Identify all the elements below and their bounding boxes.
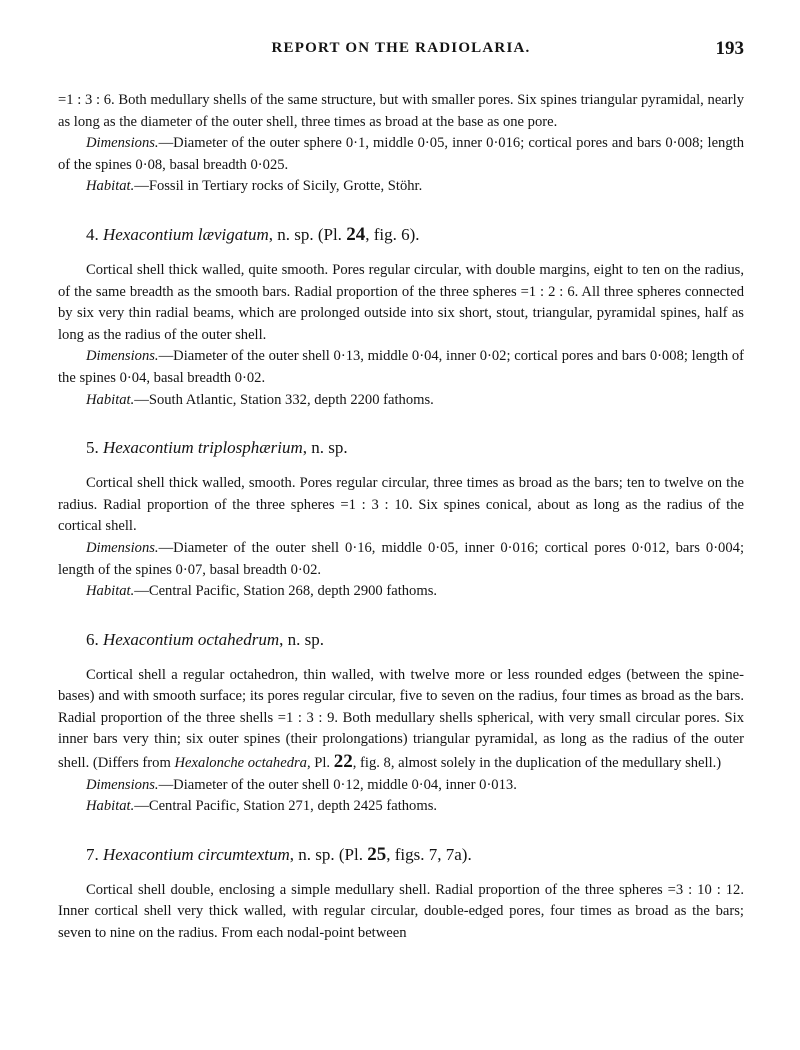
species-number: 6.	[86, 629, 99, 649]
reference-species-name: Hexalonche octahedra	[174, 755, 307, 772]
page-header	[58, 38, 744, 68]
species-habitat	[58, 581, 744, 603]
species-body	[58, 880, 744, 945]
species-habitat	[58, 390, 744, 412]
species-name: Hexacontium circumtextum	[103, 844, 290, 864]
species-number: 7.	[86, 844, 99, 864]
page-number: 193	[715, 38, 744, 59]
species-note: , n. sp. (Pl.	[268, 224, 347, 244]
intro-description: =1 : 3 : 6. Both medullary shells of the same structure, but with smaller pores. Six spines triangular pyramidal, nearly as long as the diameter of the outer shell, three times as broad at the base as one pore.	[58, 92, 744, 130]
dimensions-label: Dimensions.	[86, 539, 159, 556]
species-heading	[86, 224, 744, 246]
species-number: 5.	[86, 438, 99, 458]
species-dimensions	[58, 538, 744, 581]
species-description: Cortical shell double, enclosing a simple medullary shell. Radial proportion of the three spheres =3 : 10 : 12. Inner cortical shell very thick walled, with regular circular, double-edged pores, four times as broad as the bars; seven to nine on the radius. From each nodal-point between	[58, 881, 744, 942]
species-entry-4	[58, 224, 744, 411]
species-note: , n. sp. (Pl.	[289, 844, 368, 864]
species-entry-5	[58, 437, 744, 603]
habitat-label: Habitat.	[86, 391, 135, 408]
dimensions-text: —Diameter of the outer sphere 0·1, middle 0·05, inner 0·016; cortical pores and bars 0·008; length of the spines 0·08, basal breadth 0·025.	[58, 135, 744, 173]
intro-dimensions	[58, 133, 744, 176]
habitat-label: Habitat.	[86, 178, 135, 195]
species-description: Cortical shell thick walled, quite smooth. Pores regular circular, with double margins, eight to ten on the radius, of the same breadth as the smooth bars. Radial proportion of the three spheres =1 : 2 : 6. All three spheres connected by six very thin radial beams, which are prolonged outside into six short, stout, triangular, pyramidal spines, half as long as the radius of the outer shell.	[58, 261, 744, 343]
habitat-label: Habitat.	[86, 583, 135, 600]
species-body	[58, 473, 744, 603]
species-dimensions	[58, 775, 744, 797]
figure-note: , fig. 6).	[365, 224, 420, 244]
dimensions-text: —Diameter of the outer shell 0·12, middle 0·04, inner 0·013.	[158, 776, 517, 793]
species-note: , n. sp.	[279, 629, 324, 649]
species-description: Cortical shell thick walled, smooth. Pores regular circular, three times as broad as the bars; ten to twelve on the radius. Radial proportion of the three spheres =1 : 3 : 10. Six spines conical, about as long as the radius of the cortical shell.	[58, 475, 744, 535]
species-name: Hexacontium lævigatum	[103, 224, 269, 244]
species-number: 4.	[86, 224, 99, 244]
species-description	[58, 665, 744, 775]
dimensions-label: Dimensions.	[86, 348, 159, 365]
description-part-1: Cortical shell a regular octahedron, thin walled, with twelve more or less rounded edges (between the spine-bases) and with smooth surface; its pores regular circular, five to seven on the radius, four times as broad as the bars. Radial proportion of the three shells =1 : 3 : 9. Both medullary shells spherical, with very small circular pores. Six inner bars very thin; six outer spines (their prolongations) triangular pyramidal, as long as the radius of the outer shell. (Differs from	[58, 666, 744, 772]
species-habitat	[58, 796, 744, 818]
species-body	[58, 665, 744, 818]
plate-number: 24	[346, 223, 366, 245]
intro-habitat	[58, 176, 744, 198]
habitat-text: —South Atlantic, Station 332, depth 2200 fathoms.	[134, 391, 434, 408]
species-name: Hexacontium triplosphærium	[103, 438, 303, 458]
running-title: REPORT ON THE RADIOLARIA.	[271, 40, 531, 56]
plate-number: 25	[367, 843, 387, 865]
dimensions-text: —Diameter of the outer shell 0·13, middle 0·04, inner 0·02; cortical pores and bars 0·008; length of the spines 0·04, basal breadth 0·02.	[58, 348, 744, 386]
species-heading	[86, 437, 744, 459]
reference-plate-prefix: , Pl.	[306, 755, 334, 772]
continued-species-block	[58, 90, 744, 198]
species-name: Hexacontium octahedrum	[103, 629, 280, 649]
reference-plate-number: 22	[333, 751, 353, 773]
habitat-text: —Central Pacific, Station 268, depth 2900 fathoms.	[134, 583, 438, 600]
species-entry-7	[58, 844, 744, 945]
habitat-label: Habitat.	[86, 798, 135, 815]
page	[58, 38, 744, 945]
species-entry-6	[58, 629, 744, 818]
species-note: , n. sp.	[302, 438, 348, 458]
habitat-text: —Central Pacific, Station 271, depth 2425 fathoms.	[134, 798, 438, 815]
species-body	[58, 260, 744, 411]
dimensions-label: Dimensions.	[86, 776, 159, 793]
habitat-text: —Fossil in Tertiary rocks of Sicily, Grotte, Stöhr.	[134, 178, 423, 195]
dimensions-text: —Diameter of the outer shell 0·16, middle 0·05, inner 0·016; cortical pores 0·012, bars 0·004; length of the spines 0·07, basal breadth 0·02.	[58, 539, 744, 578]
dimensions-label: Dimensions.	[86, 135, 159, 152]
description-part-2: , fig. 8, almost solely in the duplication of the medullary shell.)	[352, 755, 722, 772]
species-dimensions	[58, 346, 744, 389]
species-heading	[86, 629, 744, 651]
species-heading	[86, 844, 744, 866]
figure-note: , figs. 7, 7a).	[386, 844, 472, 864]
